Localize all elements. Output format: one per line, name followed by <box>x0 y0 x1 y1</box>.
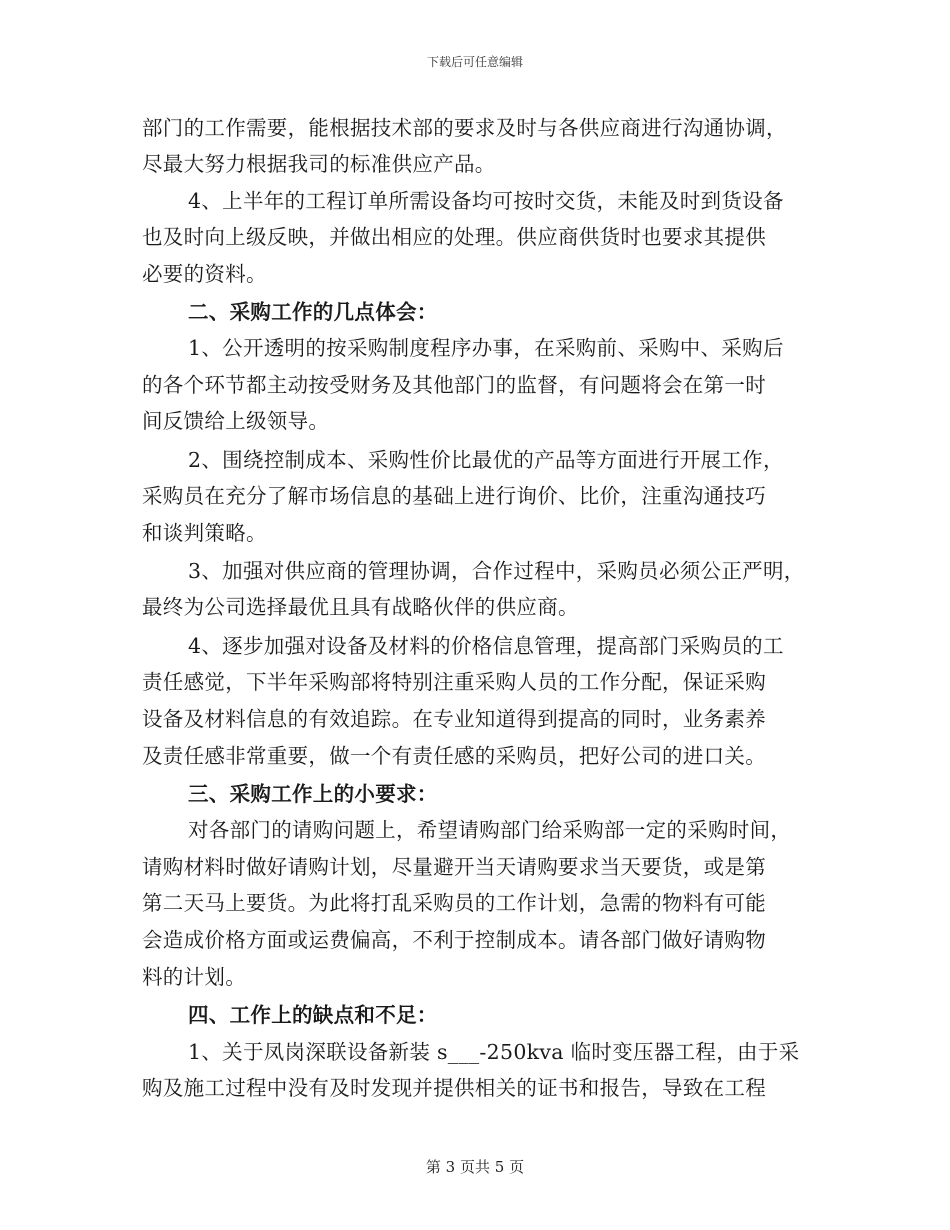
page-footer: 第 3 页共 5 页 <box>425 1158 525 1176</box>
paragraph-line: 的各个环节都主动按受财务及其他部门的监督，有问题将会在第一时 <box>142 373 766 397</box>
paragraph-line: 会造成价格方面或运费偏高，不利于控制成本。请各部门做好请购物 <box>142 928 766 952</box>
paragraph-line: 第二天马上要货。为此将打乱采购员的工作计划，急需的物料有可能 <box>142 891 766 915</box>
paragraph-line: 责任感觉，下半年采购部将特别注重采购人员的工作分配，保证采购 <box>142 670 766 694</box>
paragraph-line: 和谈判策略。 <box>142 521 267 545</box>
paragraph-line: 料的计划。 <box>142 965 246 989</box>
paragraph-line: 3、加强对供应商的管理协调，合作过程中，采购员必须公正严明， <box>188 559 805 583</box>
paragraph-line: 4、逐步加强对设备及材料的价格信息管理，提高部门采购员的工 <box>188 634 784 658</box>
paragraph-line: 设备及材料信息的有效追踪。在专业知道得到提高的同时，业务素养 <box>142 707 766 731</box>
paragraph-line: 及责任感非常重要，做一个有责任感的采购员，把好公司的进口关。 <box>142 744 766 768</box>
paragraph-line: 尽最大努力根据我司的标准供应产品。 <box>142 152 496 176</box>
paragraph-line: 购及施工过程中没有及时发现并提供相关的证书和报告，导致在工程 <box>142 1076 766 1100</box>
section-heading: 二、采购工作的几点体会： <box>188 300 438 324</box>
paragraph-line: 请购材料时做好请购计划，尽量避开当天请购要求当天要货，或是第 <box>142 855 766 879</box>
paragraph-line: 对各部门的请购问题上，希望请购部门给采购部一定的采购时间， <box>188 818 792 842</box>
paragraph-line: 必要的资料。 <box>142 262 267 286</box>
section-heading: 四、工作上的缺点和不足： <box>188 1003 438 1027</box>
paragraph-line: 1、关于凤岗深联设备新装 s___-250kva 临时变压器工程，由于采 <box>188 1040 800 1064</box>
page-header: 下载后可任意编辑 <box>426 55 523 69</box>
paragraph-line: 1、公开透明的按采购制度程序办事，在采购前、采购中、采购后 <box>188 336 784 360</box>
paragraph-line: 部门的工作需要，能根据技术部的要求及时与各供应商进行沟通协调， <box>142 116 787 140</box>
paragraph-line: 间反馈给上级领导。 <box>142 409 330 433</box>
paragraph-line: 采购员在充分了解市场信息的基础上进行询价、比价，注重沟通技巧 <box>142 484 766 508</box>
paragraph-line: 4、上半年的工程订单所需设备均可按时交货，未能及时到货设备 <box>188 189 784 213</box>
paragraph-line: 2、围绕控制成本、采购性价比最优的产品等方面进行开展工作， <box>188 448 784 472</box>
paragraph-line: 也及时向上级反映，并做出相应的处理。供应商供货时也要求其提供 <box>142 225 766 249</box>
paragraph-line: 最终为公司选择最优且具有战略伙伴的供应商。 <box>142 595 579 619</box>
section-heading: 三、采购工作上的小要求： <box>188 782 438 806</box>
